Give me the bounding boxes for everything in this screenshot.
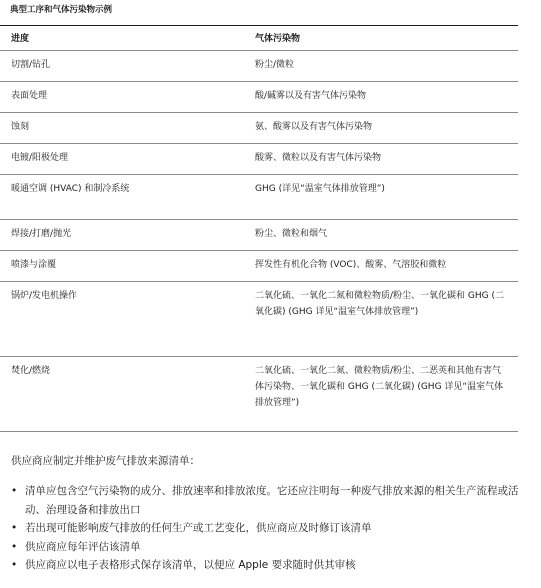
- table-title: 典型工序和气体污染物示例: [10, 5, 113, 15]
- table-row: [0, 356, 518, 432]
- header-pollutant: 气体污染物: [255, 34, 301, 44]
- row-process: 焚化/燃烧: [11, 366, 51, 376]
- list-item-text: 清单应包含空气污染物的成分、排放速率和排放浓度。它还应注明每一种废气排放来源的相关生产流程或活动、治理设备和排放出口: [25, 485, 519, 516]
- row-process: 电镀/阳极处理: [11, 153, 69, 163]
- row-process: 蚀刻: [11, 122, 30, 132]
- list-item: [11, 482, 521, 519]
- table-row: [0, 50, 518, 82]
- table-row: [0, 219, 518, 251]
- row-pollutant: 酸/碱雾以及有害气体污染物: [255, 91, 367, 101]
- row-pollutant: 粉尘、微粒和烟气: [255, 229, 328, 239]
- list-item-text: 供应商应以电子表格形式保存该清单，以便应 Apple 要求随时供其审核: [25, 559, 356, 571]
- row-process: 喷漆与涂覆: [11, 260, 57, 270]
- row-pollutant: 二氧化硫、一氧化二氮、微粒物质/粉尘、二恶英和其他有害气体污染物、一氧化碳和 GHG (二氧化碳) (GHG 详见“温室气体排放管理”): [255, 366, 504, 408]
- row-process: 切割/钻孔: [11, 60, 51, 70]
- row-process: 锅炉/发电机操作: [11, 291, 78, 301]
- requirements-list: [11, 482, 521, 575]
- bullet-marker: •: [11, 485, 18, 497]
- row-pollutant: 酸雾、微粒以及有害气体污染物: [255, 153, 382, 163]
- row-process: 焊接/打磨/抛光: [11, 229, 72, 239]
- row-pollutant: GHG (详见“温室气体排放管理”): [255, 184, 385, 194]
- row-process: 暖通空调 (HVAC) 和制冷系统: [11, 184, 130, 194]
- bullet-marker: •: [11, 559, 18, 571]
- row-process: 表面处理: [11, 91, 48, 101]
- bullet-marker: •: [11, 522, 18, 534]
- table-row: [0, 281, 518, 357]
- row-pollutant: 挥发性有机化合物 (VOC)、酸雾、气溶胶和微粒: [255, 260, 447, 270]
- row-pollutant: 粉尘/微粒: [255, 60, 295, 70]
- intro-text: 供应商应制定并维护废气排放来源清单：: [11, 455, 200, 467]
- bullet-marker: •: [11, 540, 18, 553]
- table-row: [0, 143, 518, 175]
- list-item: [11, 538, 521, 557]
- list-item-text: 若出现可能影响废气排放的任何生产或工艺变化，供应商应及时修订该清单: [25, 522, 372, 534]
- row-pollutant: 二氧化硫、一氧化二氮和微粒物质/粉尘、一氧化碳和 GHG (二氧化碳) (GHG 详见“温室气体排放管理”): [255, 291, 504, 317]
- table-row: [0, 250, 518, 282]
- row-pollutant: 氨、酸雾以及有害气体污染物: [255, 122, 373, 132]
- table-header-row: [0, 25, 518, 51]
- table-row: [0, 174, 518, 220]
- list-item-text: 供应商应每年评估该清单: [25, 540, 141, 553]
- table-row: [0, 81, 518, 113]
- header-process: 进度: [11, 34, 30, 44]
- list-item: [11, 519, 521, 538]
- table-bottom-rule: [0, 431, 518, 432]
- table-row: [0, 112, 518, 144]
- list-item: [11, 556, 521, 575]
